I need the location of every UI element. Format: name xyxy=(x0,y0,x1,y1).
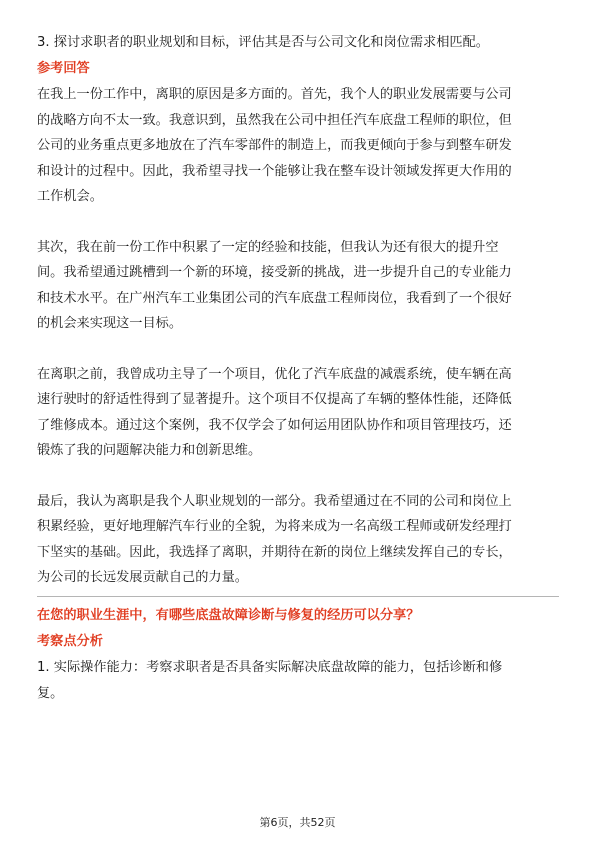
paragraph-line: 工作机会。 xyxy=(37,189,103,204)
paragraph-line: 积累经验，更好地理解汽车行业的全貌，为将来成为一名高级工程师或研发经理打 xyxy=(37,519,512,534)
analysis-heading: 考察点分析 xyxy=(37,633,103,649)
paragraph-spacer xyxy=(37,210,559,235)
paragraph-line: 和技术水平。在广州汽车工业集团公司的汽车底盘工程师岗位，我看到了一个很好 xyxy=(37,290,512,306)
paragraph-line: 了维修成本。通过这个案例，我不仅学会了如何运用团队协作和项目管理技巧，还 xyxy=(37,417,512,433)
paragraph-line: 其次，我在前一份工作中积累了一定的经验和技能，但我认为还有很大的提升空 xyxy=(37,239,499,255)
paragraph-line: 间。我希望通过跳槽到一个新的环境，接受新的挑战，进一步提升自己的专业能力 xyxy=(37,265,512,280)
answer-paragraph-4 xyxy=(37,489,559,591)
paragraph-line: 下坚实的基础。因此，我选择了离职，并期待在新的岗位上继续发挥自己的专长， xyxy=(37,544,512,560)
analysis-item-line: 1. 实际操作能力：考察求职者是否具备实际解决底盘故障的能力，包括诊断和修 xyxy=(37,659,503,675)
paragraph-line: 速行驶时的舒适性得到了显著提升。这个项目不仅提高了车辆的整体性能，还降低 xyxy=(37,392,512,407)
paragraph-line: 的机会来实现这一目标。 xyxy=(37,316,183,331)
page-number-footer: 第6页，共52页 xyxy=(259,816,336,829)
answer-paragraph-1 xyxy=(37,82,559,210)
document-page xyxy=(37,30,559,707)
analysis-item-line: 复。 xyxy=(37,685,64,701)
answer-paragraph-2 xyxy=(37,235,559,337)
section-divider xyxy=(37,596,559,597)
paragraph-line: 在我上一份工作中，离职的原因是多方面的。首先，我个人的职业发展需要与公司 xyxy=(37,87,512,102)
paragraph-line: 的战略方向不太一致。我意识到，虽然我在公司中担任汽车底盘工程师的职位，但 xyxy=(37,112,512,128)
paragraph-line: 和设计的过程中。因此，我希望寻找一个能够让我在整车设计领域发挥更大作用的 xyxy=(37,163,512,179)
answer-paragraph-3 xyxy=(37,362,559,464)
paragraph-line: 最后，我认为离职是我个人职业规划的一部分。我希望通过在不同的公司和岗位上 xyxy=(37,493,512,509)
paragraph-line: 为公司的长远发展贡献自己的力量。 xyxy=(37,570,248,585)
paragraph-line: 锻炼了我的问题解决能力和创新思维。 xyxy=(37,443,262,458)
paragraph-line: 公司的业务重点更多地放在了汽车零部件的制造上，而我更倾向于参与到整车研发 xyxy=(37,138,512,153)
evaluation-point-3: 3. 探讨求职者的职业规划和目标，评估其是否与公司文化和岗位需求相匹配。 xyxy=(37,35,489,50)
reference-answer-heading: 参考回答 xyxy=(37,61,90,76)
paragraph-spacer xyxy=(37,337,559,362)
paragraph-spacer xyxy=(37,464,559,489)
interview-question: 在您的职业生涯中，有哪些底盘故障诊断与修复的经历可以分享？ xyxy=(37,607,420,623)
paragraph-line: 在离职之前，我曾成功主导了一个项目，优化了汽车底盘的减震系统，使车辆在高 xyxy=(37,366,512,382)
